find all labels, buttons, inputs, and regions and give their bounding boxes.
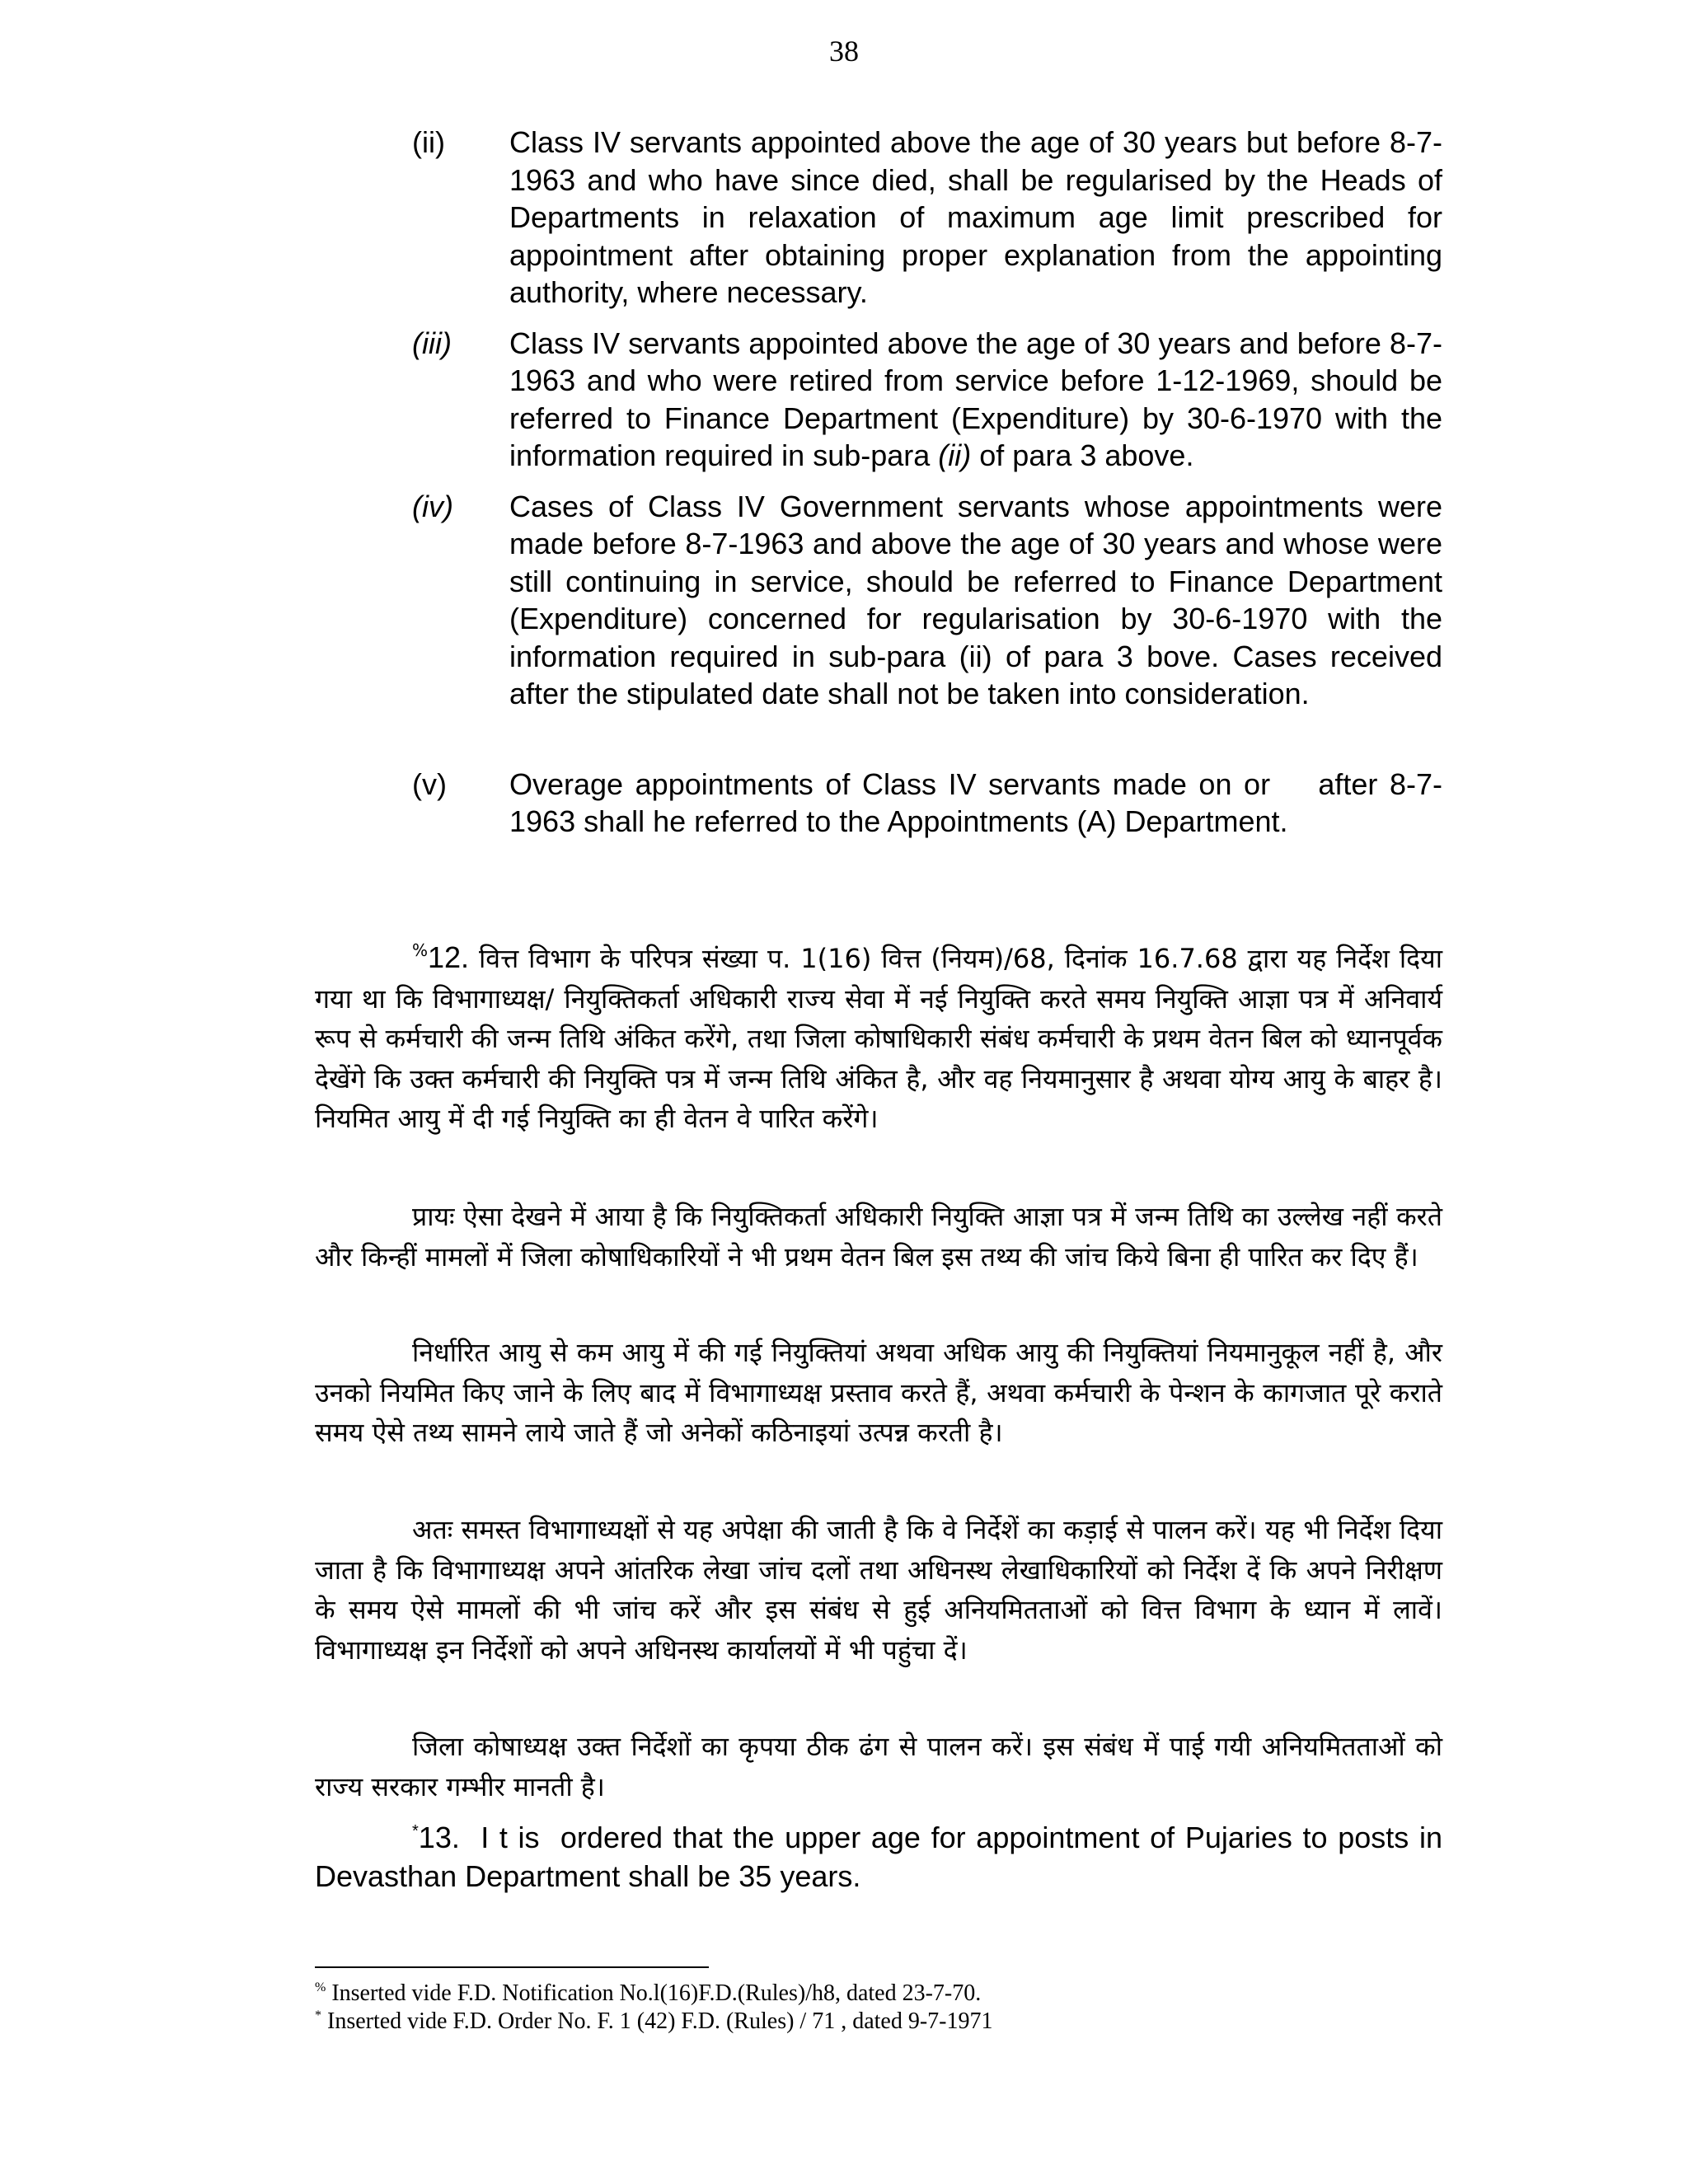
sub-para-text-part: Class IV servants appointed above the age of 30 years and before 8-7-1963 and who were retired from service before 1-12-1969, should be referred to Finance Department (Expenditure) by 30-6-1970 with the information required in sub-para [509, 326, 1442, 472]
sub-para-text: Class IV servants appointed above the age of 30 years but before 8-7-1963 and who have since died, shall be regularised by the Heads of Departments in relaxation of maximum age limit prescribed for appointment after obtaining proper explanation from the appointing authority, where necessary. [509, 125, 1442, 309]
footnote [315, 2008, 1442, 2036]
footnote-text: Inserted vide F.D. Notification No.l(16)F.D.(Rules)/h8, dated 23-7-70. [326, 1980, 982, 2006]
footnote-divider [315, 1966, 709, 1968]
para-13-text: 13. I t is ordered that the upper age for appointment of Pujaries to posts in Devasthan Department shall be 35 years. [315, 1821, 1451, 1893]
para-12-paragraph-2: प्रायः ऐसा देखने में आया है कि नियुक्तिकर्ता अधिकारी नियुक्ति आज्ञा पत्र में जन्म तिथि का उल्लेख नहीं करते और किन्हीं मामलों में जिला कोषाधिकारियों ने भी प्रथम वेतन बिल इस तथ्य की जांच किये बिना ही पारित कर दिए हैं। [315, 1201, 1442, 1272]
sub-para-number: (v) [412, 766, 447, 801]
sub-para-number: (iv) [412, 489, 453, 523]
sub-para-text: Overage appointments of Class IV servants made on or after 8-7-1963 shall he referred to the Appointments (A) Department. [509, 766, 1442, 838]
footnote [315, 1980, 1442, 2008]
para-12-paragraph-4: अतः समस्त विभागाध्यक्षों से यह अपेक्षा की जाती है कि वे निर्देशें का कड़ाई से पालन करें। यह भी निर्देश दिया जाता है कि विभागाध्यक्ष अपने आंतरिक लेखा जांच दलों तथा अधिनस्थ लेखाधिकारियों को निर्देश दें कि अपने निरीक्षण के समय ऐसे मामलों की भी जांच करें और इस संबंध से हुई अनियमितताओं को वित्त विभाग के ध्यान में लावें। विभागाध्यक्ष इन निर्देशों को अपने अधिनस्थ कार्यालयों में भी पहुंचा दें। [315, 1514, 1442, 1666]
footnote-marker: % [412, 940, 429, 960]
sub-para-v [412, 766, 1442, 841]
sub-para-text [509, 325, 1442, 475]
sub-para-list [412, 124, 1442, 841]
footnote-text: Inserted vide F.D. Order No. F. 1 (42) F.D. (Rules) / 71 , dated 9-7-1971 [321, 2008, 993, 2034]
sub-para-iv [412, 488, 1442, 713]
footnote-marker: * [412, 1822, 419, 1840]
para-12-paragraph-3: निर्धारित आयु से कम आयु में की गई नियुक्तियां अथवा अधिक आयु की नियुक्तियां नियमानुकूल नहीं है, और उनको नियमित किए जाने के लिए बाद में विभागाध्यक्ष प्रस्ताव करते हैं, अथवा कर्मचारी के पेन्शन के कागजात पूरे कराते समय ऐसे तथ्य सामने लाये जाते हैं जो अनेकों कठिनाइयां उत्पन्न करती है। [315, 1337, 1442, 1448]
sub-para-text-part: of para 3 above. [971, 438, 1194, 472]
sub-para-iii [412, 325, 1442, 475]
footnote-marker: % [315, 1980, 326, 1994]
sub-para-text: Cases of Class IV Government servants whose appointments were made before 8-7-1963 and above the age of 30 years and whose were still continuing in service, should be referred to Finance Department (Expenditure) concerned for regularisation by 30-6-1970 with the information required in sub-para (ii) of para 3 bove. Cases received after the stipulated date shall not be taken into consideration. [509, 489, 1442, 710]
para-12-body [315, 938, 1442, 1139]
sub-para-reference: (ii) [938, 438, 972, 472]
para-12-paragraph-5: जिला कोषाध्यक्ष उक्त निर्देशों का कृपया ठीक ढंग से पालन करें। इस संबंध में पाई गयी अनियमितताओं को राज्य सरकार गम्भीर मानती है। [315, 1731, 1442, 1802]
sub-para-number: (ii) [412, 125, 445, 159]
sub-para-number: (iii) [412, 326, 452, 360]
sub-para-ii [412, 124, 1442, 312]
para-12-text: वित्त विभाग के परिपत्र संख्या प. 1(16) वित्त (नियम)/68, दिनांक 16.7.68 द्वारा यह निर्देश दिया गया था कि विभागाध्यक्ष/ नियुक्तिकर्ता अधिकारी राज्य सेवा में नई नियुक्ति करते समय नियुक्ति आज्ञा पत्र में अनिवार्य रूप से कर्मचारी की जन्म तिथि अंकित करेंगे, तथा जिला कोषाधिकारी संबंध कर्मचारी के प्रथम वेतन बिल को ध्यानपूर्वक देखेंगे कि उक्त कर्मचारी की नियुक्ति पत्र में जन्म तिथि अंकित है, और वह नियमानुसार है अथवा योग्य आयु के बाहर है। नियमित आयु में दी गई नियुक्ति का ही वेतन वे पारित करेंगे। [315, 943, 1443, 1134]
footnotes [315, 1980, 1442, 2036]
footnote-marker: * [315, 2008, 321, 2022]
page-number: 38 [829, 35, 859, 68]
para-13 [315, 1818, 1451, 1896]
para-12-number: 12. [428, 940, 470, 974]
